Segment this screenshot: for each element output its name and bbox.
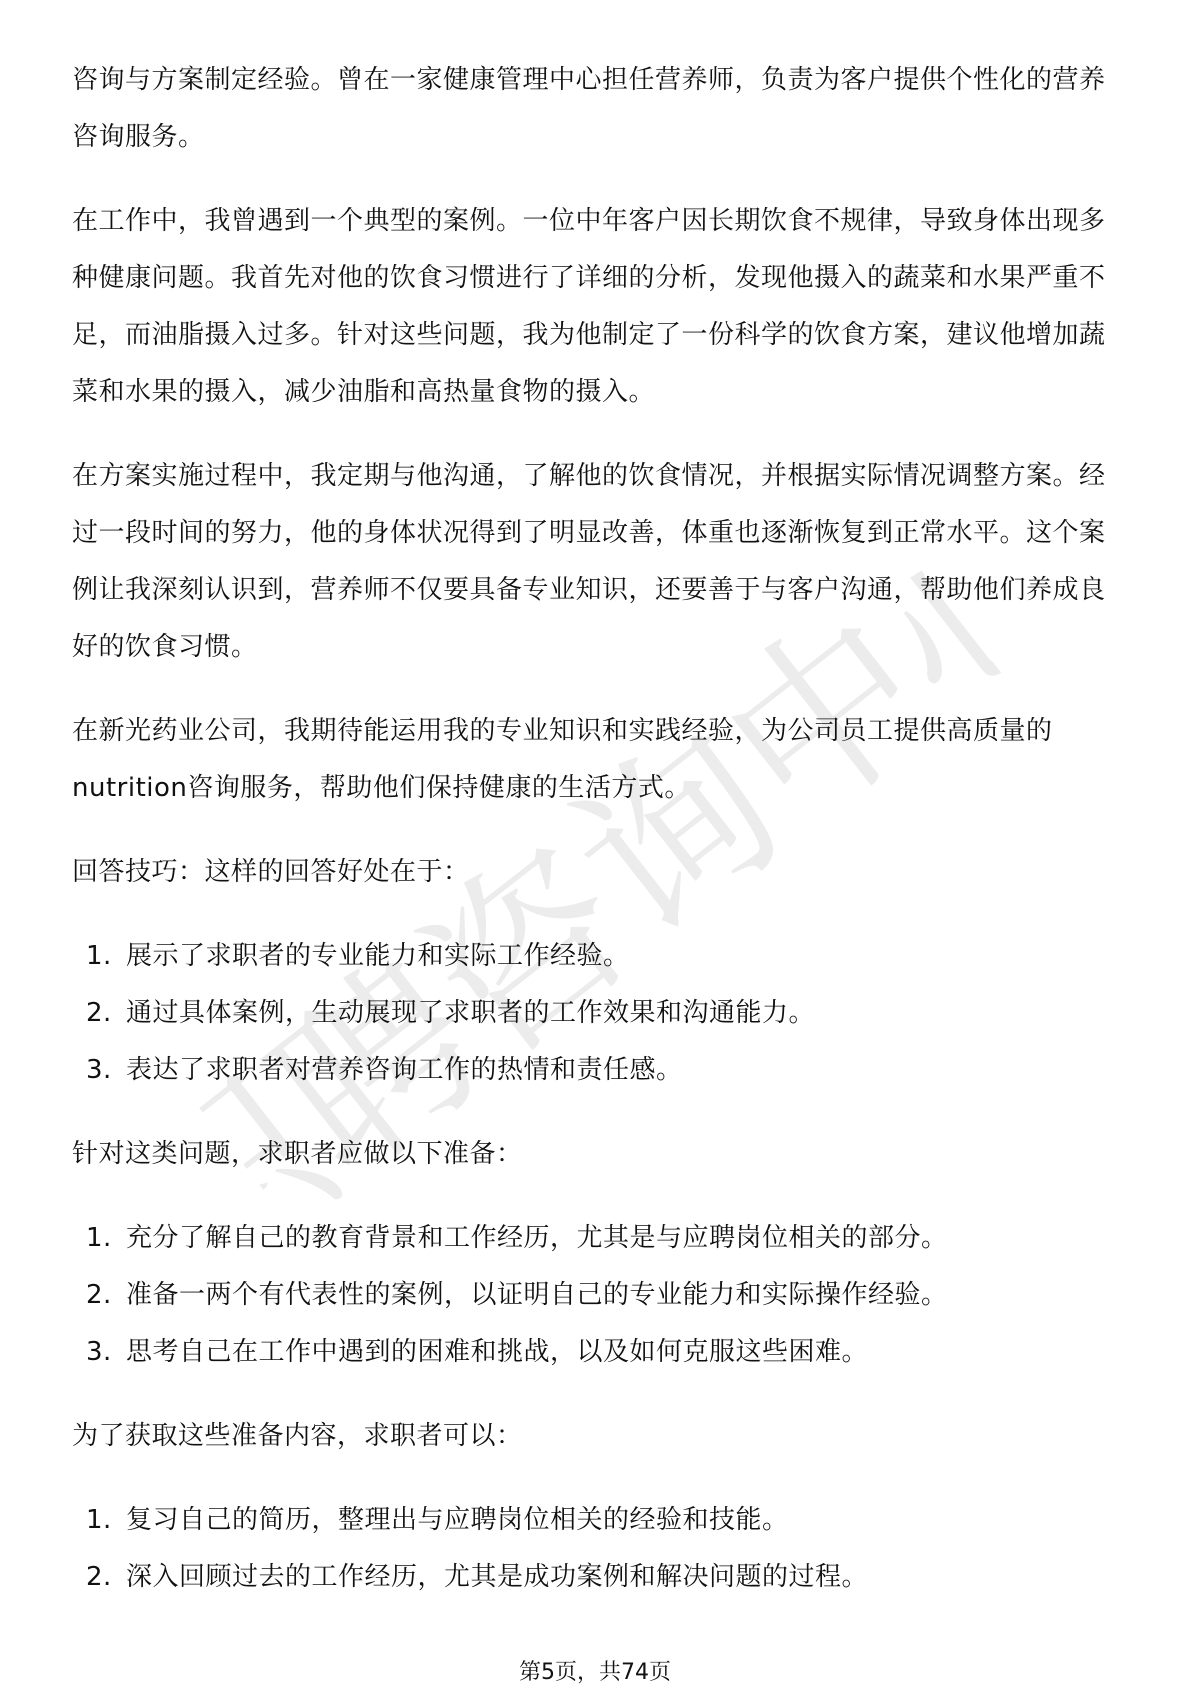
page-number: 第5页，共74页: [519, 1660, 671, 1685]
tips-list: [72, 928, 1122, 1099]
paragraph: 在工作中，我曾遇到一个典型的案例。一位中年客户因长期饮食不规律，导致身体出现多种健康问题。我首先对他的饮食习惯进行了详细的分析，发现他摄入的蔬菜和水果严重不足，而油脂摄入过多。针对这些问题，我为他制定了一份科学的饮食方案，建议他增加蔬菜和水果的摄入，减少油脂和高热量食物的摄入。: [72, 206, 1106, 407]
list-item: [72, 928, 1122, 985]
list-number: 2.: [86, 998, 112, 1028]
list-item-text: 通过具体案例，生动展现了求职者的工作效果和沟通能力。: [126, 998, 816, 1028]
document-body: [72, 52, 1122, 1633]
list-number: 2.: [86, 1280, 112, 1310]
list-item-text: 思考自己在工作中遇到的困难和挑战，以及如何克服这些困难。: [126, 1337, 869, 1367]
list-item: [72, 985, 1122, 1042]
list-number: 1.: [86, 1223, 112, 1253]
list-item-text: 准备一两个有代表性的案例，以证明自己的专业能力和实际操作经验。: [126, 1280, 948, 1310]
obtain-list: [72, 1492, 1122, 1606]
paragraph: 在新光药业公司，我期待能运用我的专业知识和实践经验，为公司员工提供高质量的 nutrition咨询服务，帮助他们保持健康的生活方式。: [72, 716, 1053, 803]
list-item-text: 表达了求职者对营养咨询工作的热情和责任感。: [126, 1055, 683, 1085]
list-item-text: 充分了解自己的教育背景和工作经历，尤其是与应聘岗位相关的部分。: [126, 1223, 948, 1253]
list-item: [72, 1549, 1122, 1606]
list-item: [72, 1324, 1122, 1381]
section-heading-prepare: 针对这类问题，求职者应做以下准备：: [72, 1139, 523, 1169]
list-number: 1.: [86, 1505, 112, 1535]
watermark-text: 职聘咨询中心: [165, 510, 1035, 1270]
list-number: 3.: [86, 1055, 112, 1085]
list-item: [72, 1210, 1122, 1267]
list-number: 2.: [86, 1562, 112, 1592]
list-number: 3.: [86, 1337, 112, 1367]
list-item-text: 展示了求职者的专业能力和实际工作经验。: [126, 941, 630, 971]
paragraph: 咨询与方案制定经验。曾在一家健康管理中心担任营养师，负责为客户提供个性化的营养咨询服务。: [72, 65, 1106, 152]
section-heading-tips: 回答技巧：这样的回答好处在于：: [72, 857, 470, 887]
prepare-list: [72, 1210, 1122, 1381]
list-number: 1.: [86, 941, 112, 971]
list-item: [72, 1267, 1122, 1324]
list-item: [72, 1042, 1122, 1099]
list-item-text: 深入回顾过去的工作经历，尤其是成功案例和解决问题的过程。: [126, 1562, 869, 1592]
list-item: [72, 1492, 1122, 1549]
paragraph: 在方案实施过程中，我定期与他沟通，了解他的饮食情况，并根据实际情况调整方案。经过一段时间的努力，他的身体状况得到了明显改善，体重也逐渐恢复到正常水平。这个案例让我深刻认识到，营养师不仅要具备专业知识，还要善于与客户沟通，帮助他们养成良好的饮食习惯。: [72, 461, 1106, 662]
section-heading-obtain: 为了获取这些准备内容，求职者可以：: [72, 1421, 523, 1451]
list-item-text: 复习自己的简历，整理出与应聘岗位相关的经验和技能。: [126, 1505, 789, 1535]
